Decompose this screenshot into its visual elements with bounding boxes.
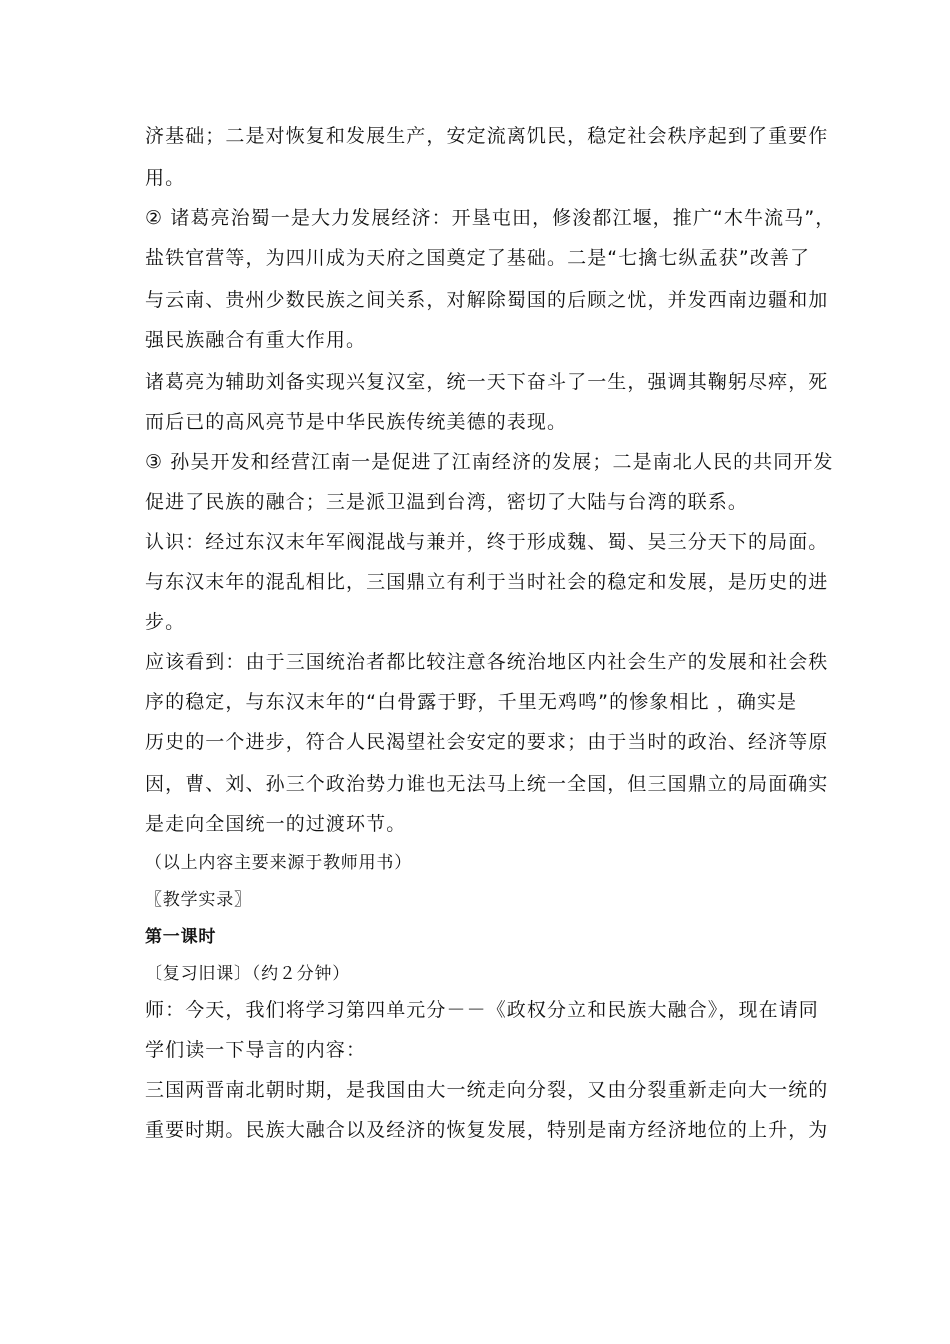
text-line: 用。: [145, 167, 186, 189]
section-heading: 〖教学实录〗: [145, 890, 252, 910]
text-line: ② 诸葛亮治蜀一是大力发展经济：开垦屯田，修浚都江堰，推广“木牛流马”，: [145, 207, 836, 229]
text-line: 〔复习旧课〕（约２分钟）: [145, 964, 351, 984]
text-line: 学们读一下导言的内容：: [145, 1039, 367, 1061]
text-line: 强民族融合有重大作用。: [145, 329, 367, 351]
text-line: 历史的一个进步，符合人民渴望社会安定的要求；由于当时的政治、经济等原: [145, 731, 829, 753]
text-line: 应该看到：由于三国统治者都比较注意各统治地区内社会生产的发展和社会秩: [145, 651, 829, 673]
text-line: 重要时期。民族大融合以及经济的恢复发展，特别是南方经济地位的上升，为: [145, 1119, 829, 1141]
text-line: 诸葛亮为辅助刘备实现兴复汉室，统一天下奋斗了一生，强调其鞠躬尽瘁，死: [145, 371, 829, 393]
text-line: 三国两晋南北朝时期，是我国由大一统走向分裂，又由分裂重新走向大一统的: [145, 1079, 829, 1101]
text-line: 是走向全国统一的过渡环节。: [145, 813, 407, 835]
text-line: 步。: [145, 611, 186, 633]
text-line: ③ 孙吴开发和经营江南一是促进了江南经济的发展；二是南北人民的共同开发: [145, 451, 834, 473]
source-note: （以上内容主要来源于教师用书）: [145, 853, 412, 873]
lesson-title: 第一课时: [145, 927, 217, 947]
text-line: 序的稳定，与东汉末年的“白骨露于野，千里无鸡鸣”的惨象相比 ，确实是: [145, 691, 798, 713]
text-line: 师：今天，我们将学习第四单元分－－《政权分立和民族大融合》，现在请同: [145, 999, 819, 1021]
text-line: 与云南、贵州少数民族之间关系，对解除蜀国的后顾之忧，并发西南边疆和加: [145, 289, 829, 311]
text-line: 而后已的高风亮节是中华民族传统美德的表现。: [145, 411, 568, 433]
text-line: 因，曹、刘、孙三个政治势力谁也无法马上统一全国，但三国鼎立的局面确实: [145, 773, 829, 795]
text-line: 认识：经过东汉末年军阀混战与兼并，终于形成魏、蜀、吴三分天下的局面。: [145, 531, 829, 553]
text-line: 促进了民族的融合；三是派卫温到台湾，密切了大陆与台湾的联系。: [145, 491, 749, 513]
text-line: 济基础；二是对恢复和发展生产，安定流离饥民，稳定社会秩序起到了重要作: [145, 125, 829, 147]
text-line: 盐铁官营等，为四川成为天府之国奠定了基础。二是“七擒七纵孟获”改善了: [145, 247, 811, 269]
text-line: 与东汉末年的混乱相比，三国鼎立有利于当时社会的稳定和发展，是历史的进: [145, 571, 829, 593]
